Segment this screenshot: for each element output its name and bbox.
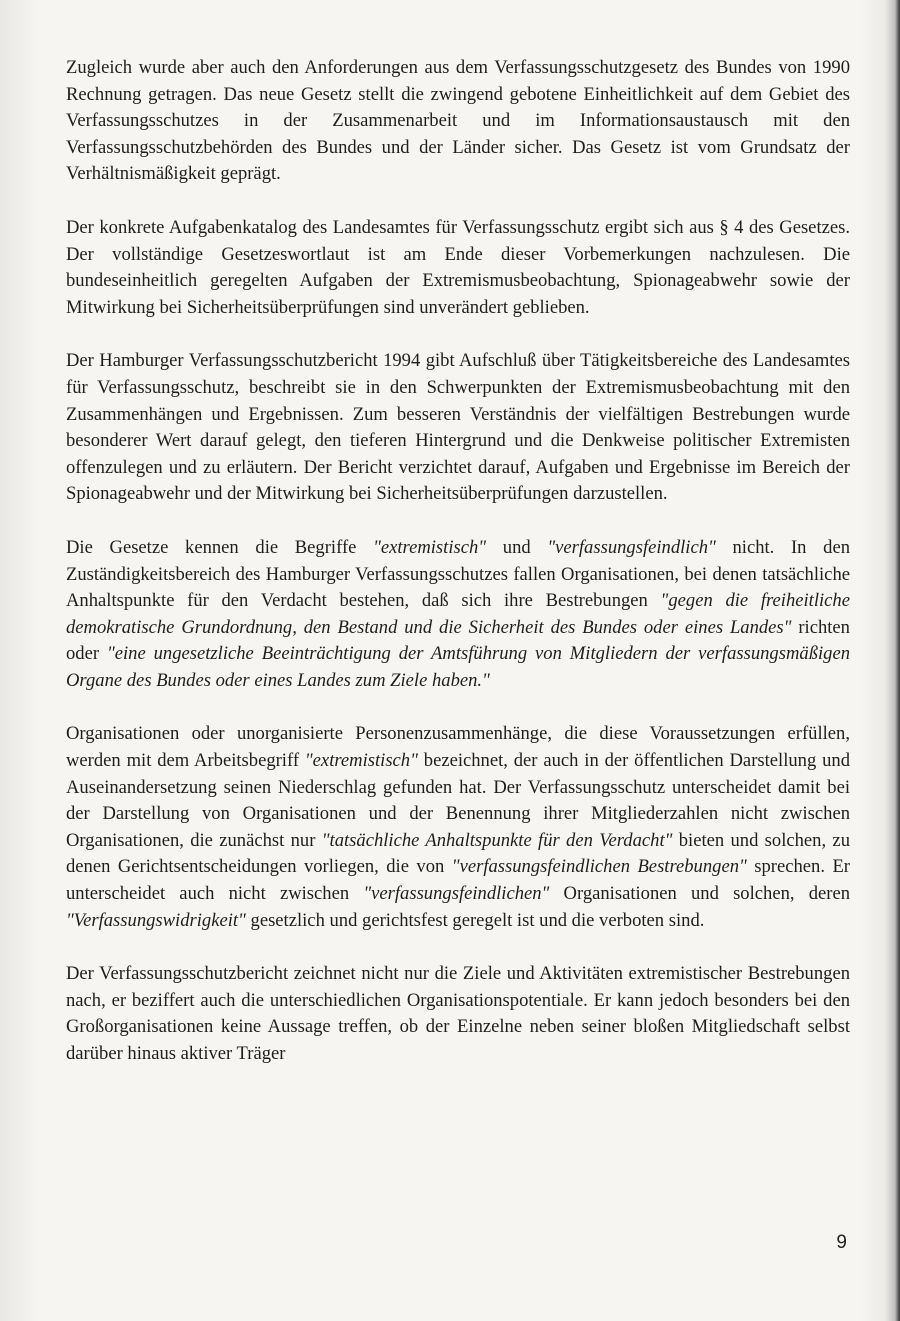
- italic-text: "verfassungsfeindlichen Bestrebungen": [451, 856, 747, 878]
- text-run: gesetzlich und gerichtsfest geregelt ist und die verboten sind.: [245, 909, 705, 931]
- text-run: bieten und solchen, zu denen Gerichtsentscheidungen vorliegen, die von: [66, 829, 850, 878]
- text-run: Der konkrete Aufgabenkatalog des Landesamtes für Verfassungsschutz ergibt sich aus § 4 des Gesetzes. Der vollständige Gesetzeswortlaut ist am Ende dieser Vorbemerkungen nachzulesen. Die bundeseinheitlich geregelten Aufgaben der Extremismusbeobachtung, Spionageabwehr sowie der Mitwirkung bei Sicherheitsüberprüfungen sind unverändert geblieben.: [66, 216, 850, 318]
- paragraph: [66, 721, 850, 934]
- paragraph: [66, 961, 850, 1067]
- page-number: 9: [836, 1232, 847, 1253]
- text-run: sprechen. Er unterscheidet auch nicht zwischen: [66, 856, 850, 905]
- paragraph: [66, 535, 850, 695]
- body-text: [66, 55, 850, 1068]
- italic-text: "Verfassungswidrigkeit": [66, 909, 246, 931]
- text-run: Der Verfassungsschutzbericht zeichnet nicht nur die Ziele und Aktivitäten extremistischer Bestrebungen nach, er beziffert auch die unterschiedlichen Organisationspotentiale. Er kann jedoch besonders bei den Großorganisationen keine Aussage treffen, ob der Einzelne neben seiner bloßen Mitgliedschaft selbst darüber hinaus aktiver Träger: [66, 963, 850, 1064]
- italic-text: "verfassungsfeindlich": [547, 536, 716, 558]
- paragraph: [66, 215, 850, 321]
- italic-text: "gegen die freiheitliche demokratische Grundordnung, den Bestand und die Sicherheit des Bundes oder eines Landes": [66, 590, 850, 638]
- text-run: richten oder: [66, 616, 850, 665]
- italic-text: "verfassungsfeindlichen": [363, 883, 550, 905]
- text-run: bezeichnet, der auch in der öffentlichen Darstellung und Auseinandersetzung seinen Niederschlag gefunden hat. Der Verfassungsschutz unterscheidet damit bei der Darstellung von Organisationen und der Benennung ihrer Mitgliederzahlen nicht zwischen Organisationen, die zunächst nur: [66, 750, 850, 851]
- text-run: Der Hamburger Verfassungsschutzbericht 1994 gibt Aufschluß über Tätigkeitsbereiche des Landesamtes für Verfassungsschutz, beschreibt sie in den Schwerpunkten der Extremismusbeobachtung mit den Zusammenhängen und Ergebnissen. Zum besseren Verständnis der vielfältigen Bestrebungen wurde besonderer Wert darauf gelegt, den tieferen Hintergrund und die Denkweise politischer Extremisten offenzulegen und zu erläutern. Der Bericht verzichtet darauf, Aufgaben und Ergebnisse im Bereich der Spionageabwehr und der Mitwirkung bei Sicherheitsüberprüfungen darzustellen.: [66, 350, 850, 505]
- italic-text: "tatsächliche Anhaltspunkte für den Verdacht": [321, 829, 673, 851]
- paragraph: [66, 55, 850, 188]
- italic-text: "eine ungesetzliche Beeinträchtigung der Amtsführung von Mitgliedern der verfassungsmäßigen Organe des Bundes oder eines Landes zum Ziele haben.": [66, 643, 850, 691]
- text-run: Organisationen und solchen, deren: [549, 883, 850, 905]
- text-run: Die Gesetze kennen die Begriffe: [66, 536, 374, 558]
- text-run: Zugleich wurde aber auch den Anforderungen aus dem Verfassungsschutzgesetz des Bundes von 1990 Rechnung getragen. Das neue Gesetz stellt die zwingend gebotene Einheitlichkeit auf dem Gebiet des Verfassungsschutzes in der Zusammenarbeit und im Informationsaustausch mit den Verfassungsschutzbehörden des Bundes und der Länder sicher. Das Gesetz ist vom Grundsatz der Verhältnismäßigkeit geprägt.: [66, 57, 850, 185]
- paragraph: [66, 348, 850, 508]
- text-run: nicht. In den Zuständigkeitsbereich des Hamburger Verfassungsschutzes fallen Organisationen, bei denen tatsächliche Anhaltspunkte für den Verdacht bestehen, daß sich ihre Bestrebungen: [66, 536, 851, 612]
- italic-text: "extremistisch": [304, 750, 418, 772]
- italic-text: "extremistisch": [373, 536, 487, 558]
- text-run: und: [486, 536, 548, 558]
- text-run: Organisationen oder unorganisierte Personenzusammenhänge, die diese Voraussetzungen erfüllen, werden mit dem Arbeitsbegriff: [66, 723, 850, 772]
